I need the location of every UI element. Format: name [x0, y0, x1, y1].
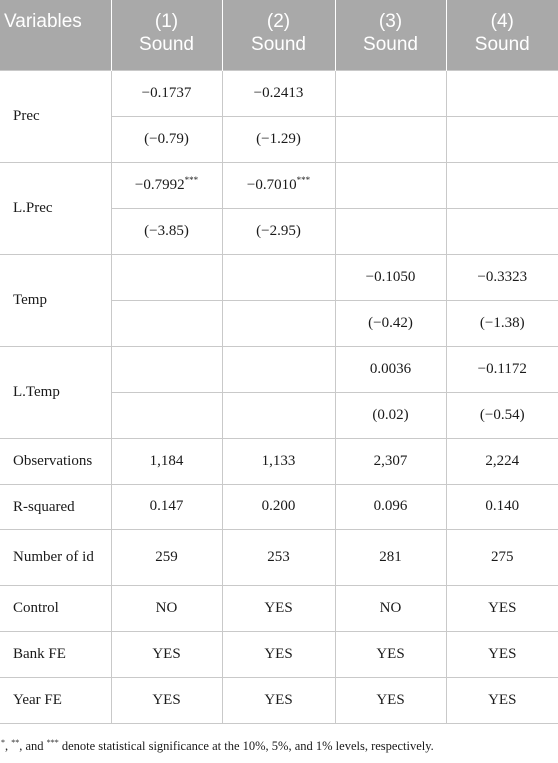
stat-cell: 281 — [335, 529, 446, 585]
significance-stars: *** — [184, 174, 199, 185]
coef-cell — [446, 70, 558, 116]
stat-cell: 1,184 — [111, 438, 222, 484]
stat-row-bank-fe — [0, 631, 558, 677]
coef-value: −0.1050 — [365, 268, 416, 285]
coef-cell — [222, 254, 335, 300]
stat-cell: YES — [446, 585, 558, 631]
header-row — [0, 0, 558, 70]
row-label-year-fe: Year FE — [0, 677, 111, 723]
stat-row-year-fe — [0, 677, 558, 723]
stat-cell: YES — [446, 677, 558, 723]
tstat-cell: (−0.54) — [446, 392, 558, 438]
tstat-cell: (−2.95) — [222, 208, 335, 254]
stat-cell: YES — [446, 631, 558, 677]
stat-cell: 0.096 — [335, 484, 446, 529]
tstat-cell — [446, 116, 558, 162]
footnote-star-1: * — [1, 738, 5, 747]
row-label-number-of-id: Number of id — [0, 529, 111, 585]
stat-cell: NO — [335, 585, 446, 631]
stat-cell: YES — [222, 585, 335, 631]
footnote-separator: , — [5, 739, 12, 753]
coef-cell — [222, 346, 335, 392]
row-label-temp: Temp — [0, 254, 111, 346]
stat-cell: 2,307 — [335, 438, 446, 484]
tstat-cell: (−1.29) — [222, 116, 335, 162]
stat-row-control — [0, 585, 558, 631]
stat-cell: 0.140 — [446, 484, 558, 529]
coef-value: −0.1172 — [477, 360, 527, 377]
coef-cell — [335, 162, 446, 208]
tstat-cell: (0.02) — [335, 392, 446, 438]
coef-value: −0.7992 — [134, 176, 185, 193]
coef-value: −0.1737 — [141, 84, 192, 101]
stat-cell: 253 — [222, 529, 335, 585]
model-number: (3) — [378, 11, 403, 32]
coef-cell — [111, 346, 222, 392]
row-label-prec: Prec — [0, 70, 111, 162]
model-number: (2) — [266, 11, 291, 32]
coef-cell — [446, 346, 558, 392]
stat-cell: 1,133 — [222, 438, 335, 484]
stat-cell: YES — [222, 677, 335, 723]
tstat-cell — [111, 392, 222, 438]
coef-row-temp — [0, 254, 558, 300]
dependent-variable: Sound — [251, 34, 306, 55]
tstat-cell: (−1.38) — [446, 300, 558, 346]
row-label-lprec: L.Prec — [0, 162, 111, 254]
tstat-cell — [222, 300, 335, 346]
dependent-variable: Sound — [139, 34, 194, 55]
variables-header: Variables — [0, 0, 111, 70]
stat-cell: 2,224 — [446, 438, 558, 484]
model-number: (4) — [490, 11, 514, 32]
stat-cell: 0.147 — [111, 484, 222, 529]
significance-stars: *** — [296, 174, 311, 185]
coef-cell — [222, 162, 335, 208]
stat-cell: YES — [111, 677, 222, 723]
coef-cell — [111, 70, 222, 116]
footnote-separator: , and — [19, 739, 47, 753]
dependent-variable: Sound — [474, 34, 530, 55]
tstat-cell — [335, 116, 446, 162]
coef-value: −0.7010 — [246, 176, 297, 193]
stat-row-r-squared — [0, 484, 558, 529]
stat-cell: YES — [335, 677, 446, 723]
tstat-cell — [222, 392, 335, 438]
tstat-cell: (−3.85) — [111, 208, 222, 254]
coef-cell — [335, 70, 446, 116]
row-label-bank-fe: Bank FE — [0, 631, 111, 677]
stat-cell: YES — [111, 631, 222, 677]
row-label-r-squared: R-squared — [0, 484, 111, 529]
coef-value: −0.2413 — [253, 84, 304, 101]
footnote-star-2: ** — [11, 738, 20, 747]
row-label-ltemp: L.Temp — [0, 346, 111, 438]
tstat-cell — [335, 208, 446, 254]
coef-row-lprec — [0, 162, 558, 208]
model-2-header — [222, 0, 335, 70]
coef-row-ltemp — [0, 346, 558, 392]
footnote-text: denote statistical significance at the 10%, 5%, and 1% levels, respectively. — [58, 739, 434, 753]
stat-row-number-of-id — [0, 529, 558, 585]
stat-cell: YES — [335, 631, 446, 677]
row-label-control: Control — [0, 585, 111, 631]
stat-cell: NO — [111, 585, 222, 631]
model-3-header — [335, 0, 446, 70]
stat-cell: 275 — [446, 529, 558, 585]
coef-cell — [335, 254, 446, 300]
row-label-observations: Observations — [0, 438, 111, 484]
coef-value: 0.0036 — [369, 360, 412, 377]
coef-cell — [222, 70, 335, 116]
footnote-star-3: *** — [46, 738, 59, 747]
stat-row-observations — [0, 438, 558, 484]
model-number: (1) — [154, 11, 179, 32]
table-footnote — [1, 739, 557, 754]
tstat-cell: (−0.42) — [335, 300, 446, 346]
dependent-variable: Sound — [363, 34, 418, 55]
stat-cell: 259 — [111, 529, 222, 585]
stat-cell: YES — [222, 631, 335, 677]
tstat-cell — [111, 300, 222, 346]
model-1-header — [111, 0, 222, 70]
coef-cell — [111, 254, 222, 300]
coef-cell — [446, 162, 558, 208]
coef-value: −0.3323 — [477, 268, 528, 285]
coef-cell — [446, 254, 558, 300]
tstat-cell: (−0.79) — [111, 116, 222, 162]
stat-cell: 0.200 — [222, 484, 335, 529]
coef-cell — [111, 162, 222, 208]
coef-cell — [335, 346, 446, 392]
coef-row-prec — [0, 70, 558, 116]
tstat-cell — [446, 208, 558, 254]
model-4-header — [446, 0, 558, 70]
